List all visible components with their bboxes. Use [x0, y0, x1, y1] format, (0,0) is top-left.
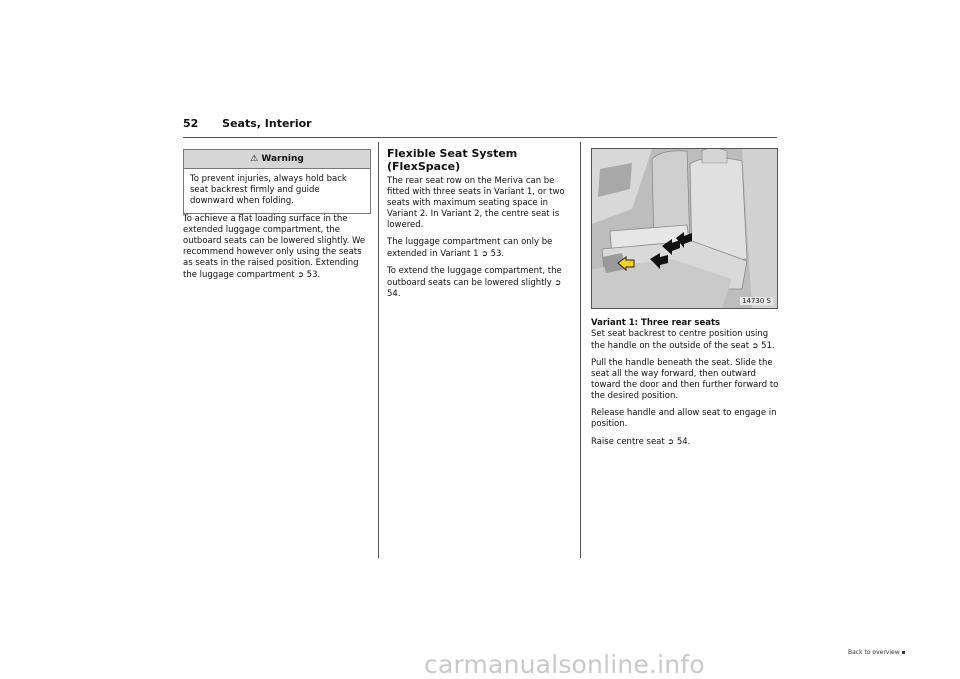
bullet-icon: ▪: [901, 649, 906, 656]
column-divider-left: [378, 142, 379, 558]
section-title: Seats, Interior: [222, 117, 312, 130]
column-divider-right: [580, 142, 581, 558]
variant-subheading: Variant 1: Three rear seats: [591, 318, 721, 328]
col2-page-link-53[interactable]: 53.: [490, 249, 505, 259]
col2-paragraph-3: [387, 266, 572, 300]
col3-paragraph-4: [591, 436, 779, 448]
warning-title: Warning: [261, 154, 304, 164]
col3-paragraph-1: [591, 329, 779, 352]
header-divider: [183, 137, 777, 138]
page-header: [183, 117, 312, 130]
col3-page-link-54[interactable]: 54.: [676, 437, 691, 447]
col3-page-link-51[interactable]: 51.: [761, 341, 775, 351]
arrow-reference-icon: ➲: [297, 270, 304, 279]
section-heading: Flexible Seat System (FlexSpace): [387, 147, 518, 173]
arrow-reference-icon: ➲: [481, 249, 488, 258]
col2-paragraph-3-text: To extend the luggage compartment, the outboard seats can be lowered slightly: [387, 266, 562, 288]
col1-page-link[interactable]: 53.: [306, 270, 321, 280]
col3-paragraph-4-text: Raise centre seat: [591, 437, 665, 447]
col3-paragraph-3: Release handle and allow seat to engage in position.: [591, 408, 777, 429]
column-1: [183, 214, 371, 287]
arrow-reference-icon: ➲: [554, 278, 562, 287]
warning-header: [184, 150, 370, 169]
warning-text: To prevent injuries, always hold back seat backrest firmly and guide downward when folding.: [190, 174, 347, 206]
col2-paragraph-2-text: The luggage compartment can only be extended in Variant 1: [387, 237, 553, 259]
col2-page-link-54[interactable]: 54.: [387, 289, 401, 299]
rear-seats-image: [592, 149, 777, 308]
col1-paragraph-text: To achieve a flat loading surface in the extended luggage compartment, the outboard seats can be lowered slightly. We recommend however only using the seats as seats in the raised position. Extending the luggage compartment: [183, 214, 366, 280]
column-2: [387, 147, 572, 306]
back-to-overview-text[interactable]: Back to overview: [848, 649, 900, 656]
page-number: 52: [183, 117, 199, 130]
seat-illustration: [591, 148, 778, 309]
watermark: carmanualsonline.info: [424, 650, 705, 679]
col1-paragraph: [183, 214, 371, 281]
column-3: [591, 318, 779, 454]
col3-paragraph-1-text: Set seat backrest to centre position using the handle on the outside of the seat: [591, 329, 769, 351]
col3-paragraph-2: Pull the handle beneath the seat. Slide the seat all the way forward, then outward toward the door and then further forward to the desired position.: [591, 358, 779, 401]
col2-paragraph-2: [387, 237, 572, 260]
arrow-reference-icon: ➲: [667, 437, 675, 446]
warning-triangle-icon: ⚠: [250, 154, 259, 164]
back-to-overview-link[interactable]: [848, 649, 906, 656]
col2-paragraph-1: The rear seat row on the Meriva can be fitted with three seats in Variant 1, or two seats with maximum seating space in Variant 2. In Variant 2, the centre seat is lowered.: [387, 176, 565, 230]
figure-code: 14730 S: [742, 297, 771, 305]
warning-box: [183, 149, 371, 214]
arrow-reference-icon: ➲: [751, 341, 759, 350]
